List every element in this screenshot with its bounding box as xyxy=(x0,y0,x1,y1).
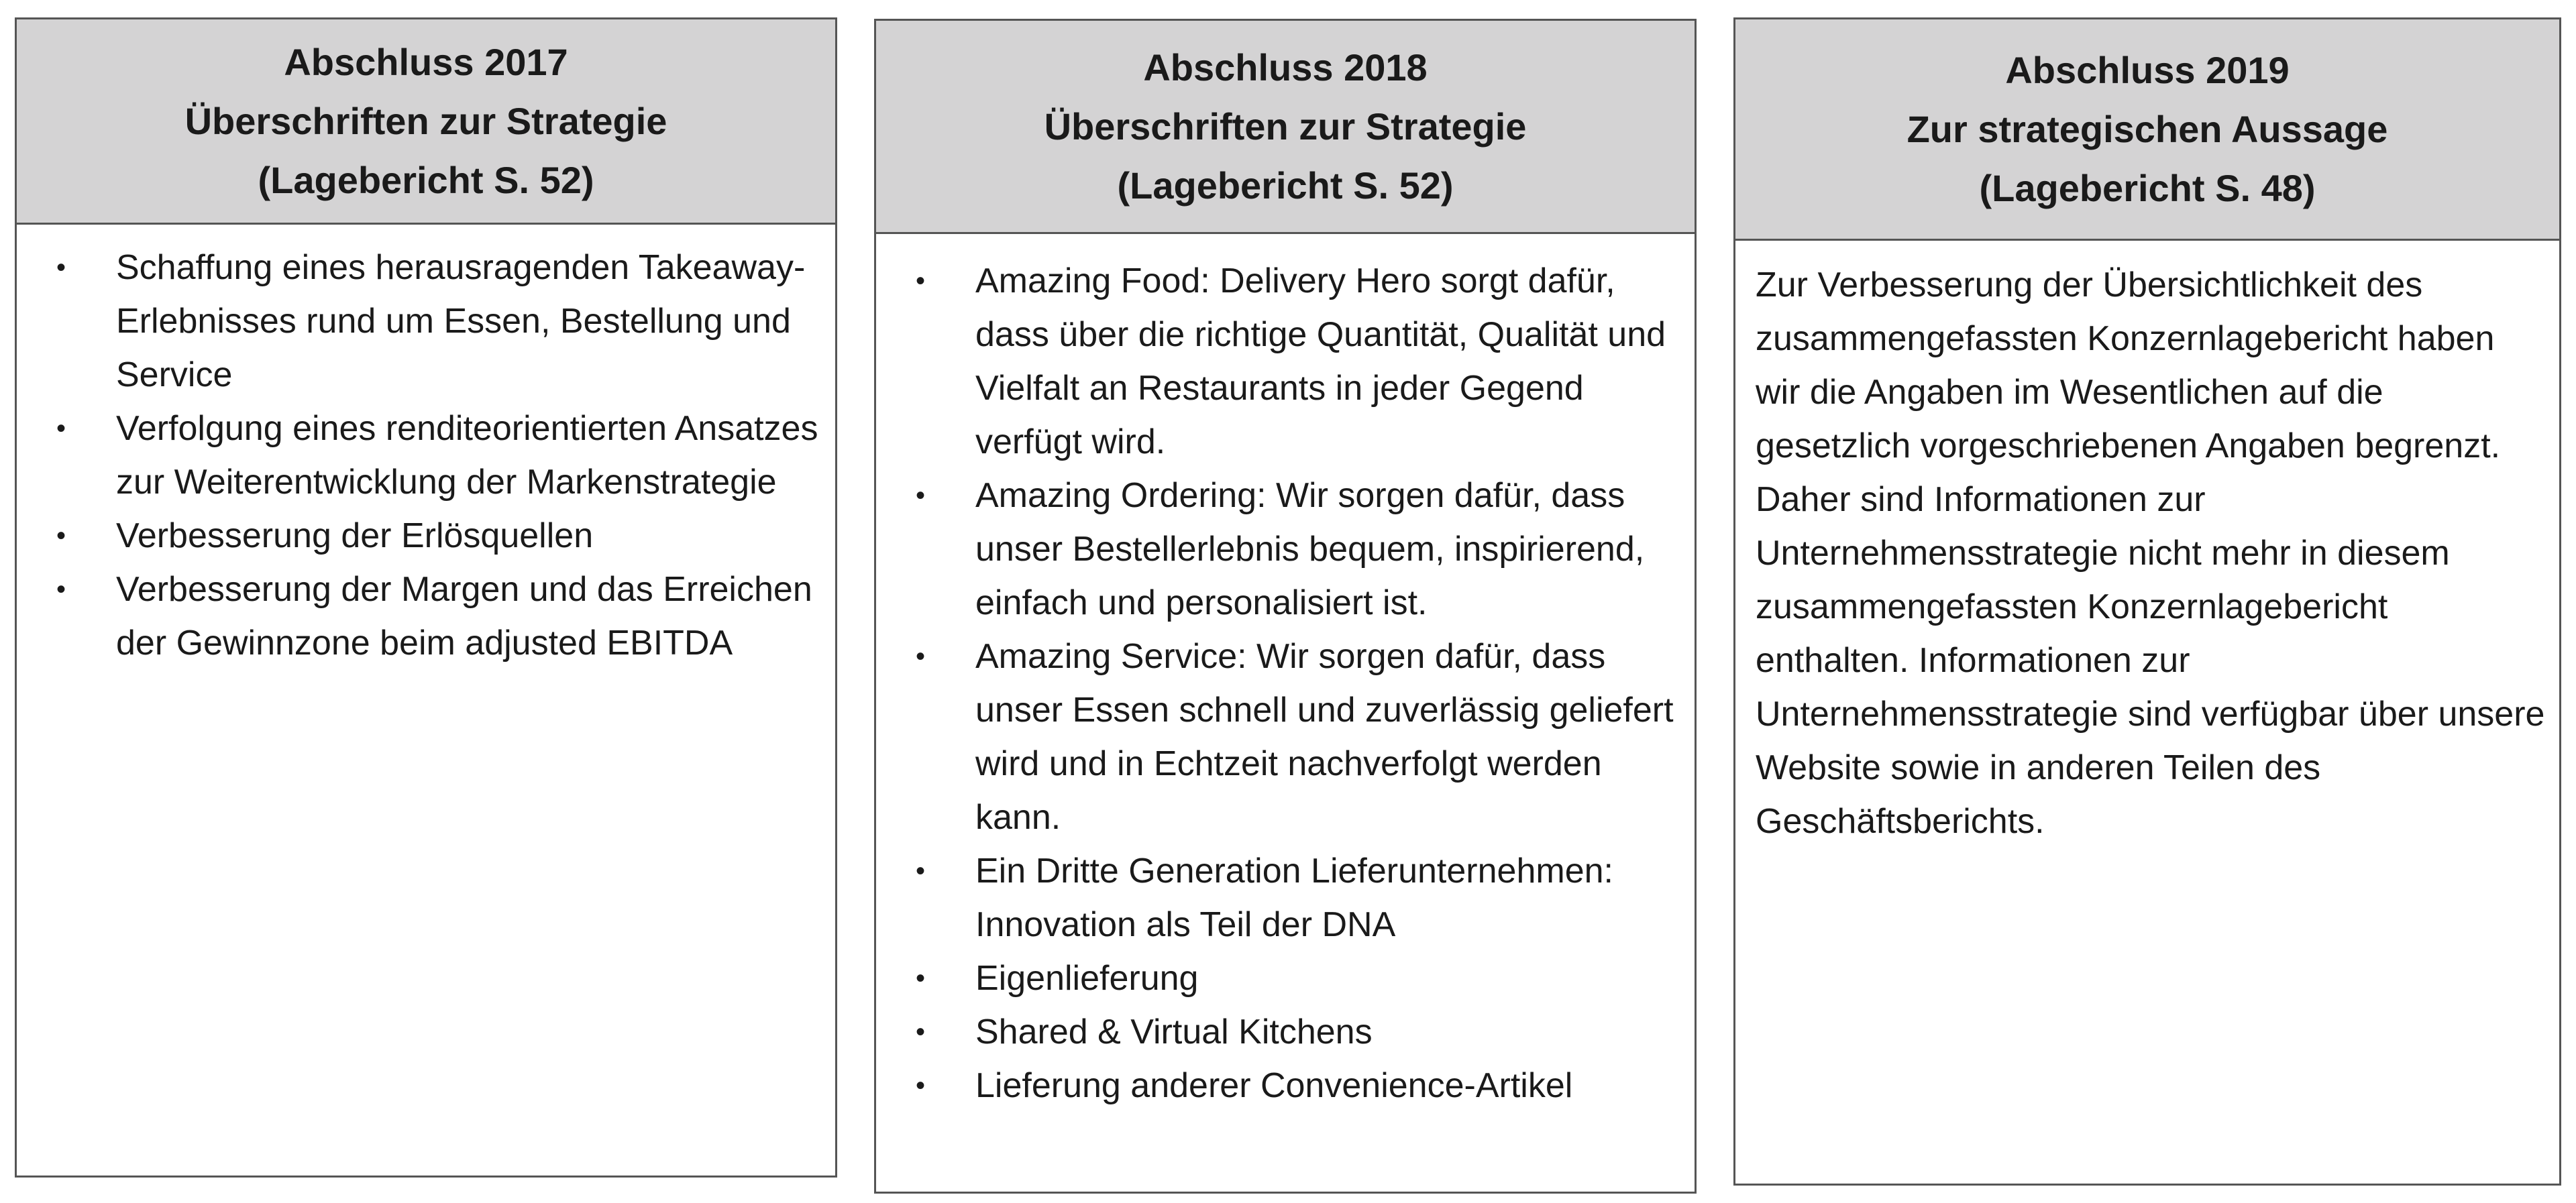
header-subtitle: Zur strategischen Aussage xyxy=(1907,107,2388,150)
list-item-text: Schaffung eines herausragenden Takeaway-Erlebnisses rund um Essen, Bestellung und Service xyxy=(116,248,806,394)
header-title: Abschluss 2017 xyxy=(284,40,568,83)
column-header xyxy=(876,21,1695,234)
list-item-text: Amazing Food: Delivery Hero sorgt dafür, dass über die richtige Quantität, Qualität und Vielfalt an Restaurants in jeder Gegend verfügt wird. xyxy=(975,262,1666,461)
bullet-icon: • xyxy=(56,521,66,551)
header-source: (Lagebericht S. 52) xyxy=(258,158,594,201)
list-item-text: Lieferung anderer Convenience-Artikel xyxy=(975,1066,1573,1105)
list-item-text: Verbesserung der Erlösquellen xyxy=(116,516,594,555)
bullet-icon: • xyxy=(915,856,925,886)
column-header xyxy=(1735,19,2559,241)
list-item xyxy=(17,563,835,670)
header-source: (Lagebericht S. 48) xyxy=(1979,166,2316,209)
bullet-icon: • xyxy=(915,642,925,671)
list-item xyxy=(17,241,835,402)
list-item xyxy=(17,509,835,563)
column-body xyxy=(17,225,835,670)
list-item xyxy=(876,844,1695,952)
bullet-icon: • xyxy=(56,253,66,282)
list-item-text: Verfolgung eines renditeorientierten Ansatzes zur Weiterentwicklung der Markenstrategie xyxy=(116,409,818,502)
list-item-text: Amazing Ordering: Wir sorgen dafür, dass unser Bestellerlebnis bequem, inspirierend, einfach und personalisiert ist. xyxy=(975,476,1645,622)
column-body xyxy=(1735,241,2559,848)
list-item-text: Ein Dritte Generation Lieferunternehmen: Innovation als Teil der DNA xyxy=(975,852,1613,944)
header-subtitle: Überschriften zur Strategie xyxy=(184,99,667,142)
column-2019 xyxy=(1733,17,2561,1186)
column-header xyxy=(17,19,835,225)
bullet-icon: • xyxy=(915,1017,925,1047)
list-item xyxy=(876,952,1695,1005)
list-item xyxy=(876,254,1695,469)
column-2018 xyxy=(874,19,1697,1194)
column-body xyxy=(876,234,1695,1112)
strategy-paragraph: Zur Verbesserung der Übersichtlichkeit des zusammengefassten Konzernlagebericht haben wir die Angaben im Wesentlichen auf die gesetzlich vorgeschriebenen Angaben begrenzt. Daher sind Informationen zur Unternehmensstrategie nicht mehr in diesem zusammengefassten Konzernlagebericht enthalten. Informationen zur Unternehmensstrategie sind verfügbar über unsere Website sowie in anderen Teilen des Geschäftsberichts. xyxy=(1756,266,2545,841)
list-item xyxy=(17,402,835,509)
bullet-icon: • xyxy=(56,414,66,443)
header-subtitle: Überschriften zur Strategie xyxy=(1044,105,1527,148)
list-item xyxy=(876,630,1695,844)
list-item xyxy=(876,1059,1695,1112)
header-title: Abschluss 2018 xyxy=(1143,46,1428,89)
bullet-icon: • xyxy=(915,266,925,296)
bullet-icon: • xyxy=(915,1071,925,1100)
header-source: (Lagebericht S. 52) xyxy=(1117,164,1454,207)
header-title: Abschluss 2019 xyxy=(2005,48,2290,91)
bullet-icon: • xyxy=(915,481,925,510)
strategy-list xyxy=(17,241,835,670)
column-2017 xyxy=(15,17,837,1178)
list-item-text: Amazing Service: Wir sorgen dafür, dass unser Essen schnell und zuverlässig geliefert wird und in Echtzeit nachverfolgt werden kann. xyxy=(975,637,1674,837)
list-item-text: Shared & Virtual Kitchens xyxy=(975,1013,1373,1051)
strategy-list xyxy=(876,254,1695,1112)
bullet-icon: • xyxy=(915,964,925,993)
list-item-text: Eigenlieferung xyxy=(975,959,1199,998)
bullet-icon: • xyxy=(56,575,66,604)
list-item xyxy=(876,469,1695,630)
list-item xyxy=(876,1005,1695,1059)
list-item-text: Verbesserung der Margen und das Erreichen der Gewinnzone beim adjusted EBITDA xyxy=(116,570,812,663)
